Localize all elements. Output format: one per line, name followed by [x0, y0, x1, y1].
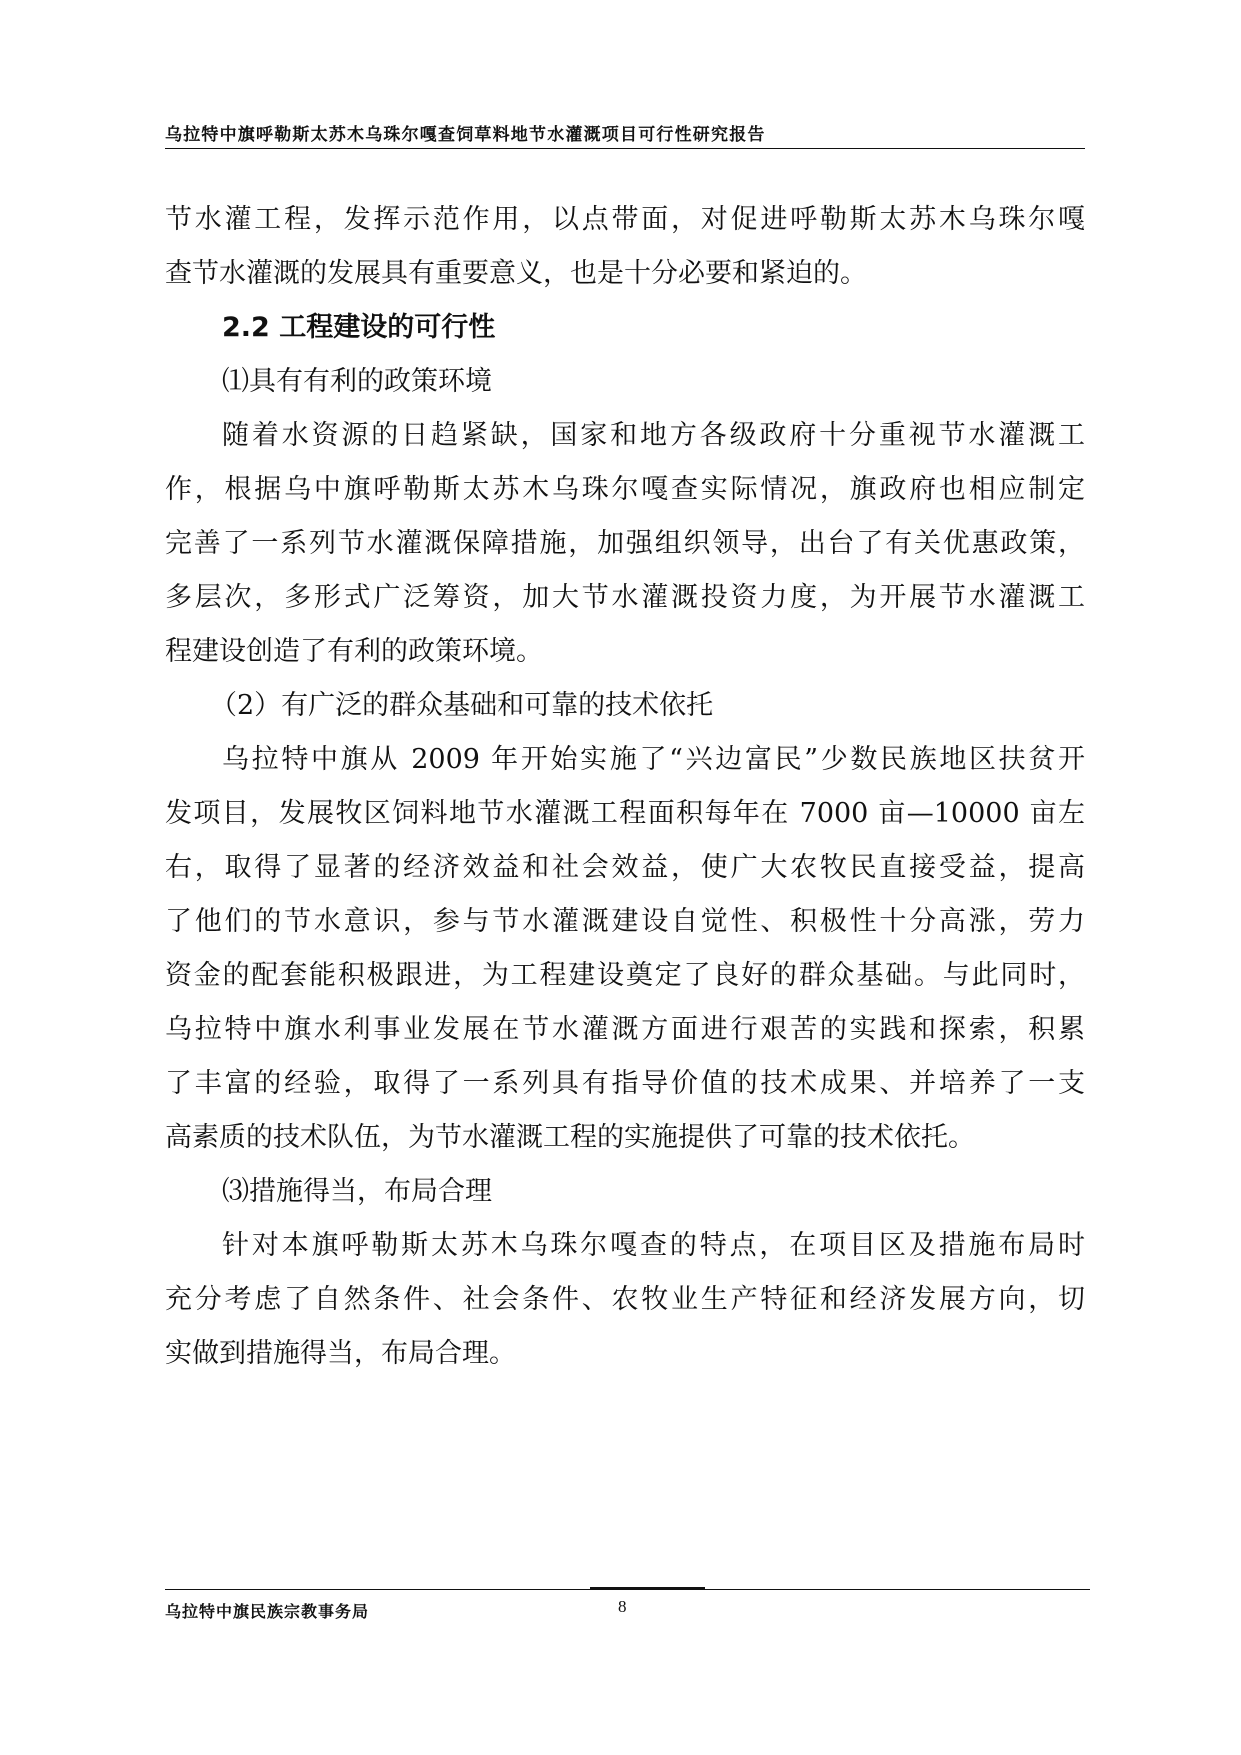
- footer-divider-accent: [590, 1587, 705, 1589]
- page-number: 8: [618, 1597, 627, 1616]
- paragraph-line: 高素质的技术队伍，为节水灌溉工程的实施提供了可靠的技术依托。: [165, 1122, 975, 1153]
- paragraph-line: 资金的配套能积极跟进，为工程建设奠定了良好的群众基础。与此同时，: [165, 960, 1085, 991]
- paragraph-line: 发项目，发展牧区饲料地节水灌溉工程面积每年在 7000 亩—10000 亩左: [165, 798, 1085, 829]
- paragraph-line: 实做到措施得当，布局合理。: [165, 1338, 516, 1369]
- paragraph-line: 充分考虑了自然条件、社会条件、农牧业生产特征和经济发展方向，切: [165, 1284, 1085, 1315]
- footer-divider: [165, 1589, 1090, 1590]
- paragraph-line: 乌拉特中旗从 2009 年开始实施了“兴边富民”少数民族地区扶贫开: [222, 744, 1085, 775]
- header-divider: [165, 148, 1085, 149]
- footer-organization: 乌拉特中旗民族宗教事务局: [165, 1602, 370, 1621]
- paragraph-line: 针对本旗呼勒斯太苏木乌珠尔嘎查的特点，在项目区及措施布局时: [222, 1230, 1085, 1261]
- paragraph-line: 查节水灌溉的发展具有重要意义，也是十分必要和紧迫的。: [165, 258, 867, 289]
- paragraph-line: 右，取得了显著的经济效益和社会效益，使广大农牧民直接受益，提高: [165, 852, 1085, 883]
- subsection-heading: ⑴具有有利的政策环境: [222, 366, 492, 397]
- paragraph-line: 程建设创造了有利的政策环境。: [165, 636, 543, 667]
- paragraph-line: 多层次，多形式广泛筹资，加大节水灌溉投资力度，为开展节水灌溉工: [165, 582, 1085, 613]
- paragraph-line: 了他们的节水意识，参与节水灌溉建设自觉性、积极性十分高涨，劳力: [165, 906, 1085, 937]
- paragraph-line: 完善了一系列节水灌溉保障措施，加强组织领导，出台了有关优惠政策，: [165, 528, 1085, 559]
- paragraph-line: 节水灌工程，发挥示范作用，以点带面，对促进呼勒斯太苏木乌珠尔嘎: [165, 204, 1085, 235]
- paragraph-line: 作，根据乌中旗呼勒斯太苏木乌珠尔嘎查实际情况，旗政府也相应制定: [165, 474, 1085, 505]
- subsection-heading: ⑶措施得当，布局合理: [222, 1176, 492, 1207]
- running-header-title: 乌拉特中旗呼勒斯太苏木乌珠尔嘎查饲草料地节水灌溉项目可行性研究报告: [165, 125, 766, 145]
- subsection-heading: （2）有广泛的群众基础和可靠的技术依托: [210, 690, 714, 721]
- paragraph-line: 随着水资源的日趋紧缺，国家和地方各级政府十分重视节水灌溉工: [222, 420, 1085, 451]
- paragraph-line: 了丰富的经验，取得了一系列具有指导价值的技术成果、并培养了一支: [165, 1068, 1085, 1099]
- paragraph-line: 乌拉特中旗水利事业发展在节水灌溉方面进行艰苦的实践和探索，积累: [165, 1014, 1085, 1045]
- section-heading: 2.2 工程建设的可行性: [222, 312, 496, 343]
